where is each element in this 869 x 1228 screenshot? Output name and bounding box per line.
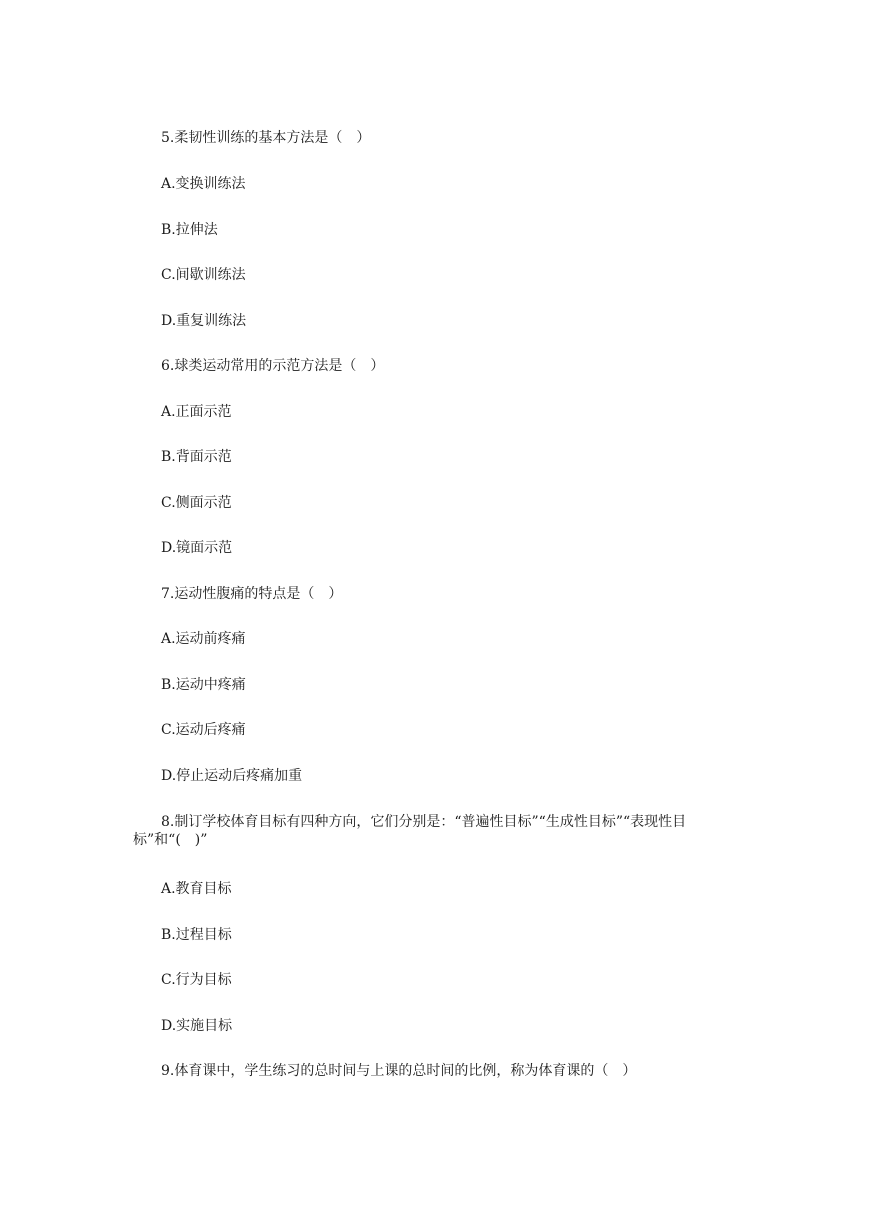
question-6-option-d: D.镜面示范	[161, 540, 233, 556]
question-5-option-a: A.变换训练法	[161, 176, 246, 192]
question-6-stem: 6.球类运动常用的示范方法是（ ）	[161, 358, 385, 374]
question-8-option-a: A.教育目标	[161, 881, 232, 897]
question-5-option-d: D.重复训练法	[161, 313, 247, 329]
question-5-option-b: B.拉伸法	[161, 222, 218, 238]
question-6-option-b: B.背面示范	[161, 449, 232, 465]
question-7-stem: 7.运动性腹痛的特点是（ ）	[161, 586, 343, 602]
question-6-option-a: A.正面示范	[161, 404, 232, 420]
question-5-stem: 5.柔韧性训练的基本方法是（ ）	[161, 130, 371, 146]
question-8-option-d: D.实施目标	[161, 1018, 233, 1034]
question-8-option-c: C.行为目标	[161, 972, 232, 988]
question-7-option-d: D.停止运动后疼痛加重	[161, 768, 303, 784]
question-6-option-c: C.侧面示范	[161, 495, 232, 511]
question-9-stem: 9.体育课中，学生练习的总时间与上课的总时间的比例，称为体育课的（ ）	[161, 1063, 637, 1079]
question-8-stem: 8.制订学校体育目标有四种方向，它们分别是：“普遍性目标”“生成性目标”“表现性目标”和“( )”	[133, 814, 687, 848]
question-7-option-b: B.运动中疼痛	[161, 677, 246, 693]
question-5-option-c: C.间歇训练法	[161, 267, 246, 283]
question-7-option-a: A.运动前疼痛	[161, 631, 246, 647]
question-7-option-c: C.运动后疼痛	[161, 722, 246, 738]
question-8-option-b: B.过程目标	[161, 927, 232, 943]
